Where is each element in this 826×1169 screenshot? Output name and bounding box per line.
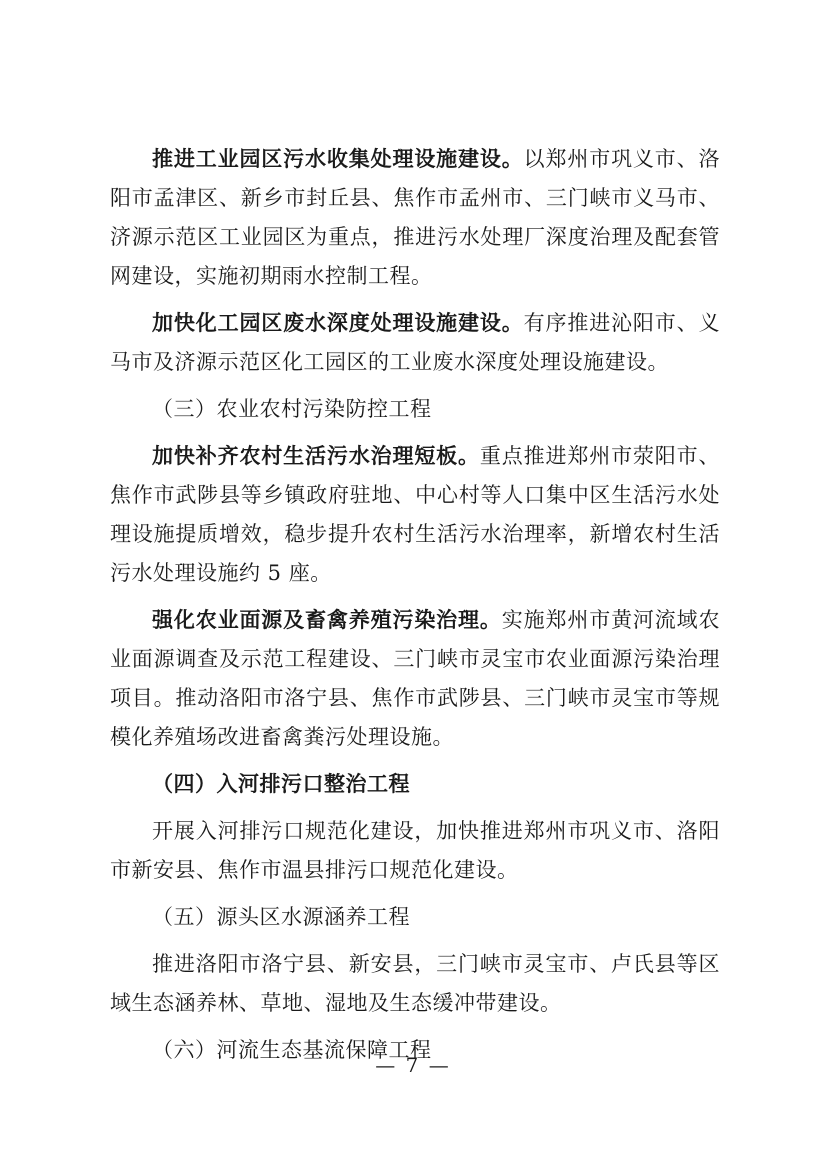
section-heading-6: （六）河流生态基流保障工程: [152, 1038, 432, 1062]
paragraph-text: 实施郑州市黄河流域农业面源调查及示范工程建设、三门峡市灵宝市农业面源污染治理项目。推动洛阳市洛宁县、焦作市武陟县、三门峡市灵宝市等规模化养殖场改进畜禽粪污处理设施。: [110, 608, 721, 749]
section-heading-3: （三）农业农村污染防控工程: [152, 397, 432, 421]
paragraph-rural-sewage: [110, 437, 720, 593]
paragraph-text: 重点推进郑州市荥阳市、焦作市武陟县等乡镇政府驻地、中心村等人口集中区生活污水处理设施提质增效，稳步提升农村生活污水治理率，新增农村生活污水处理设施约 5 座。: [110, 444, 721, 585]
section-heading-5: （五）源头区水源涵养工程: [152, 905, 410, 929]
paragraph-text: 以郑州市巩义市、洛阳市孟津区、新乡市封丘县、焦作市孟州市、三门峡市义马市、济源示范区工业园区为重点，推进污水处理厂深度治理及配套管网建设，实施初期雨水控制工程。: [110, 147, 721, 288]
paragraph-industrial-park-sewage: [110, 140, 720, 296]
paragraph-lead: 加快补齐农村生活污水治理短板。: [152, 444, 480, 468]
paragraph-agricultural-pollution: [110, 601, 720, 757]
paragraph-text: 有序推进沁阳市、义马市及济源示范区化工园区的工业废水深度处理设施建设。: [110, 311, 721, 374]
section-heading-4: （四）入河排污口整治工程: [152, 772, 410, 796]
paragraph-lead: 加快化工园区废水深度处理设施建设。: [152, 311, 524, 335]
paragraph-sewage-outlet: 开展入河排污口规范化建设，加快推进郑州市巩义市、洛阳市新安县、焦作市温县排污口规范化建设。: [110, 819, 720, 882]
document-body: [110, 140, 720, 1078]
paragraph-lead: 推进工业园区污水收集处理设施建设。: [152, 147, 524, 171]
paragraph-lead: 强化农业面源及畜禽养殖污染治理。: [152, 608, 502, 632]
page-number: — 7 —: [375, 1053, 451, 1077]
paragraph-chemical-park-wastewater: [110, 304, 720, 382]
paragraph-water-conservation: 推进洛阳市洛宁县、新安县，三门峡市灵宝市、卢氏县等区域生态涵养林、草地、湿地及生态缓冲带建设。: [110, 952, 720, 1015]
